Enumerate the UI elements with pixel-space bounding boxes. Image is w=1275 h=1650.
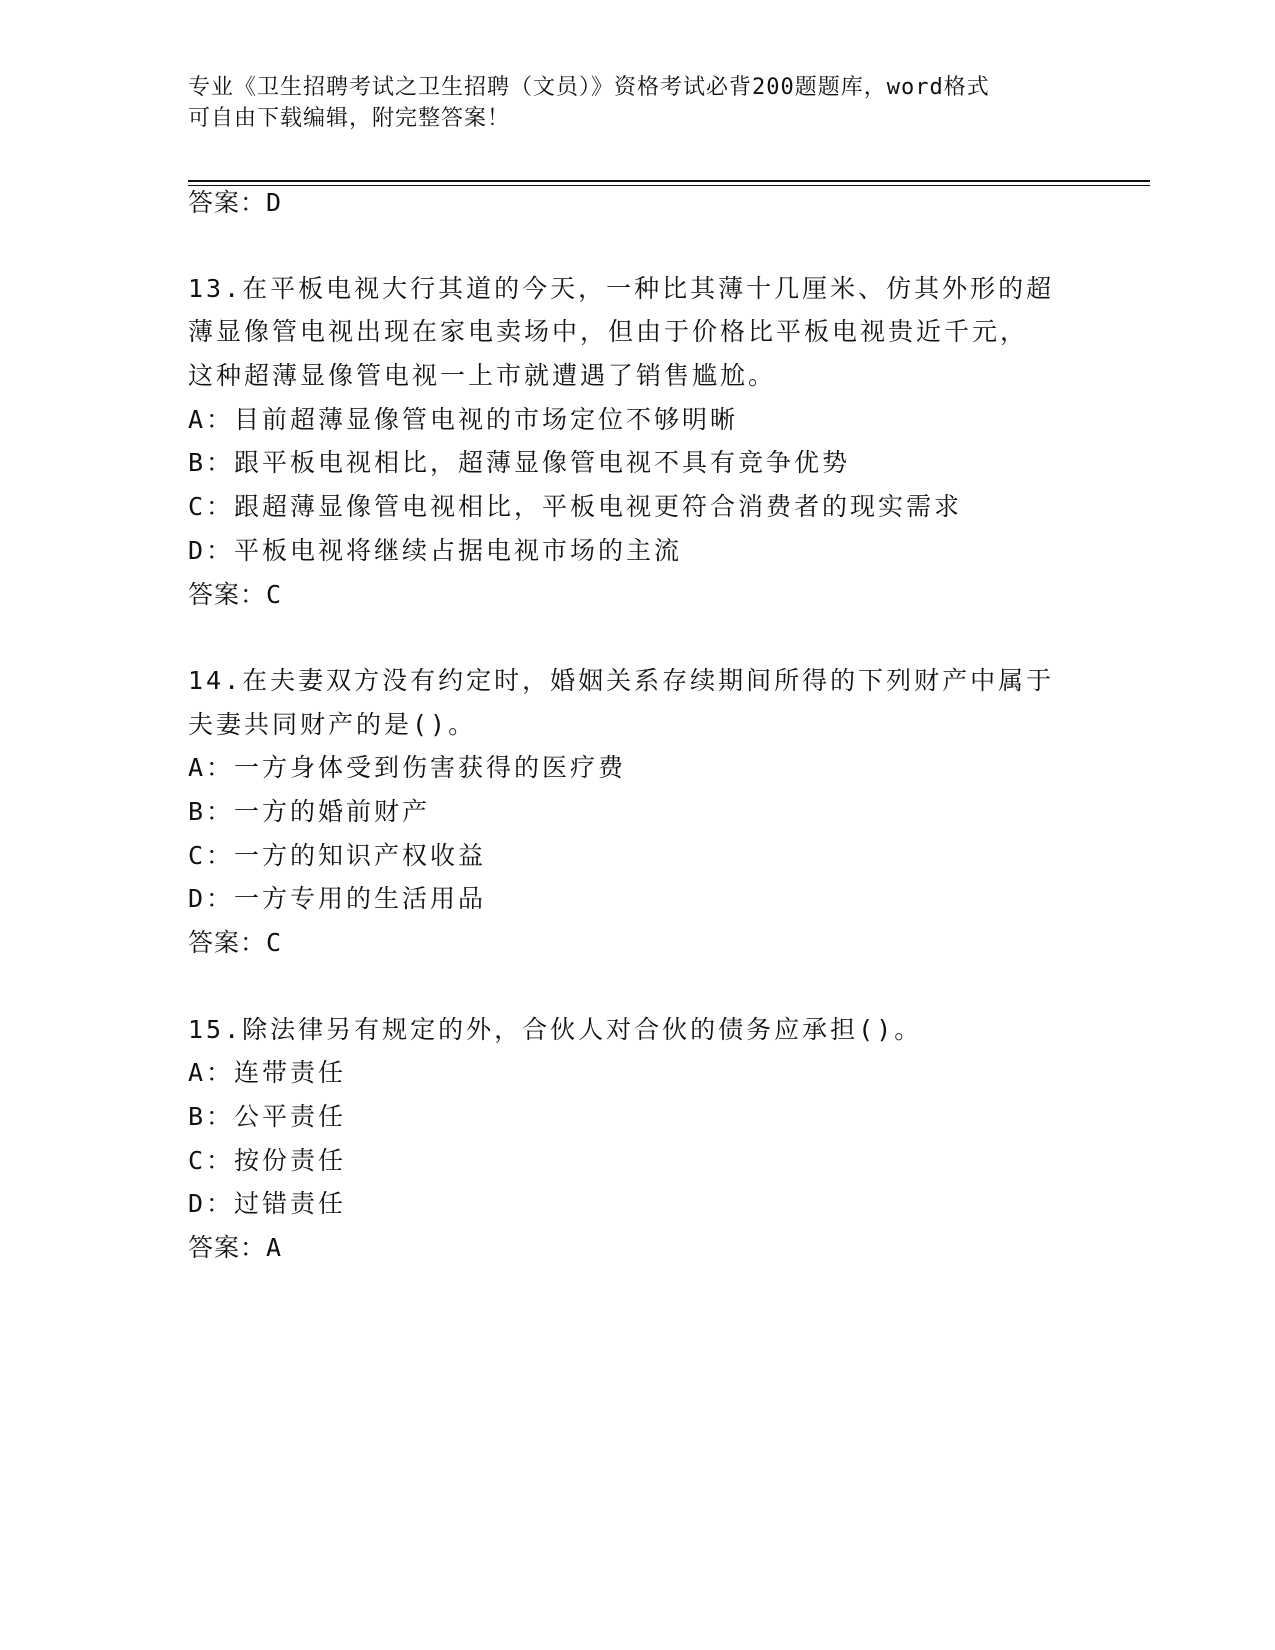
question-stem-line: 薄显像管电视出现在家电卖场中，但由于价格比平板电视贵近千元，	[188, 317, 1029, 346]
option-c: C：按份责任	[188, 1146, 347, 1175]
header-divider-thick	[188, 180, 1150, 182]
header-title-line-2: 可自由下载编辑，附完整答案！	[188, 106, 511, 131]
question-stem-line: 15.除法律另有规定的外，合伙人对合伙的债务应承担()。	[188, 1015, 923, 1044]
option-a: A：一方身体受到伤害获得的医疗费	[188, 753, 627, 782]
answer-label: 答案：	[188, 1233, 267, 1262]
question-answer	[188, 928, 282, 958]
question-answer	[188, 1233, 282, 1263]
answer-label: 答案：	[188, 580, 267, 609]
question-stem-line: 夫妻共同财产的是()。	[188, 710, 477, 739]
question-answer	[188, 580, 282, 610]
previous-answer	[188, 188, 282, 218]
document-header	[188, 72, 1088, 134]
option-c: C：一方的知识产权收益	[188, 841, 487, 870]
option-d: D：平板电视将继续占据电视市场的主流	[188, 536, 683, 565]
header-title-line-1: 专业《卫生招聘考试之卫生招聘（文员）》资格考试必背200题题库，word格式	[188, 75, 990, 100]
answer-key: A	[266, 1233, 283, 1262]
option-b: B：一方的婚前财产	[188, 797, 431, 826]
answer-key: D	[266, 188, 283, 217]
answer-key: C	[266, 928, 283, 957]
option-a: A：目前超薄显像管电视的市场定位不够明晰	[188, 405, 739, 434]
header-divider-thin	[188, 185, 1150, 186]
answer-label: 答案：	[188, 928, 267, 957]
option-d: D：一方专用的生活用品	[188, 884, 487, 913]
answer-key: C	[266, 580, 283, 609]
option-b: B：公平责任	[188, 1102, 347, 1131]
question-stem-line: 14.在夫妻双方没有约定时，婚姻关系存续期间所得的下列财产中属于	[188, 666, 1055, 695]
option-b: B：跟平板电视相比，超薄显像管电视不具有竞争优势	[188, 448, 851, 477]
question-stem-line: 13.在平板电视大行其道的今天，一种比其薄十几厘米、仿其外形的超	[188, 274, 1055, 303]
option-c: C：跟超薄显像管电视相比，平板电视更符合消费者的现实需求	[188, 492, 963, 521]
question-stem-line: 这种超薄显像管电视一上市就遭遇了销售尴尬。	[188, 361, 777, 390]
option-d: D：过错责任	[188, 1189, 347, 1218]
option-a: A：连带责任	[188, 1058, 347, 1087]
answer-label: 答案：	[188, 188, 267, 217]
